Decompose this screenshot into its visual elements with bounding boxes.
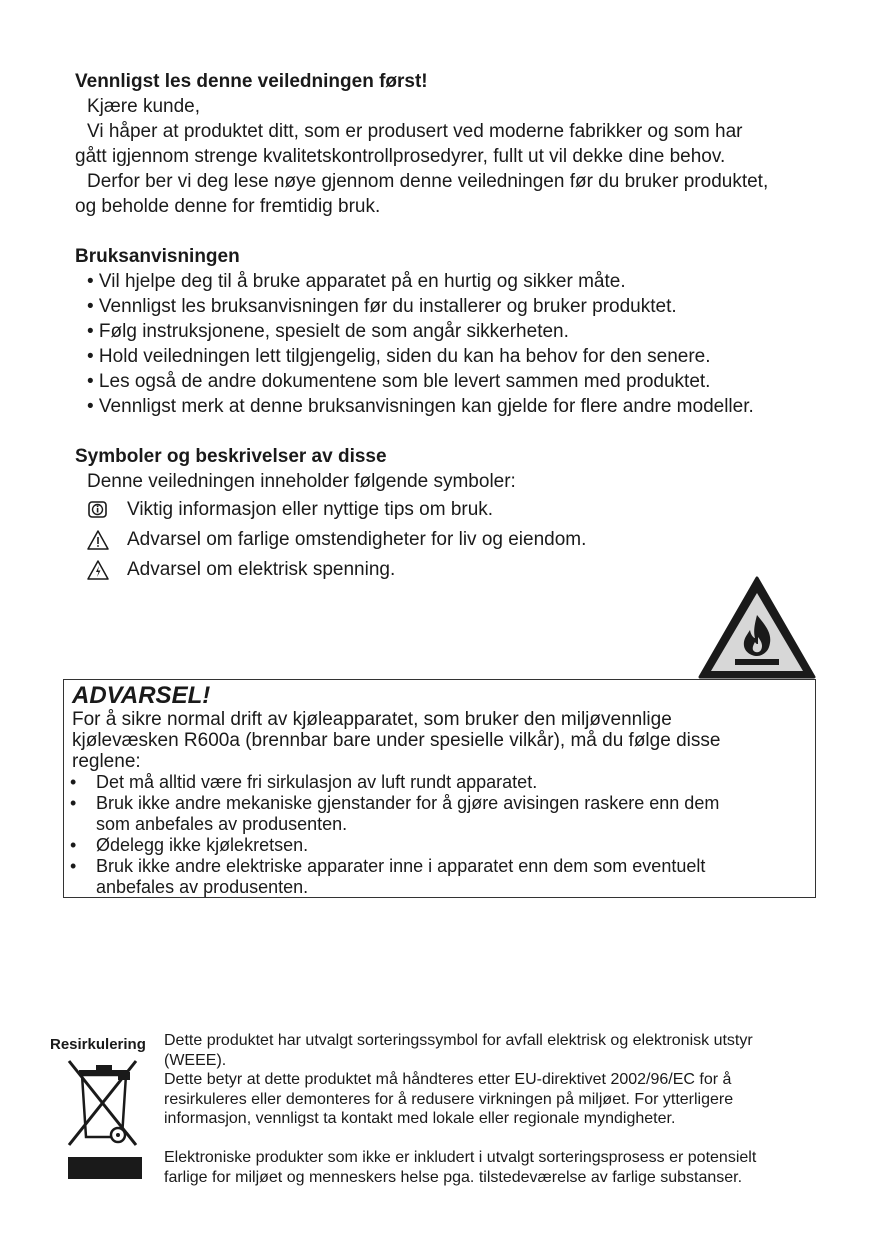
warning-item bbox=[68, 856, 808, 898]
warning-triangle-icon bbox=[87, 529, 109, 551]
symbol-row-electric bbox=[87, 557, 395, 583]
greeting: Kjære kunde, bbox=[87, 96, 201, 117]
manual-item: • Vil hjelpe deg til å bruke apparatet på en hurtig og sikker måte. bbox=[87, 271, 626, 292]
info-icon bbox=[87, 499, 109, 521]
electric-warning-icon bbox=[87, 559, 109, 581]
recycling-line: Dette produktet har utvalgt sorteringssymbol for avfall elektrisk og elektronisk utstyr bbox=[164, 1032, 753, 1049]
warning-intro-line: For å sikre normal drift av kjøleapparatet, som bruker den miljøvennlige bbox=[72, 709, 672, 730]
intro-para1-line1: Vi håper at produktet ditt, som er produsert ved moderne fabrikker og som har bbox=[87, 121, 743, 142]
recycling-line: resirkuleres eller demonteres for å redusere virkningen på miljøet. For ytterligere bbox=[164, 1090, 734, 1108]
intro-para2-line2: og beholde denne for fremtidig bruk. bbox=[75, 196, 381, 217]
warning-intro bbox=[72, 709, 772, 772]
bullet: • bbox=[70, 856, 77, 876]
manual-item: • Vennligst les bruksanvisningen før du installerer og bruker produktet. bbox=[87, 296, 677, 317]
recycling-line: (WEEE). bbox=[164, 1051, 227, 1069]
warning-item bbox=[68, 835, 808, 856]
recycling-spacer bbox=[164, 1129, 832, 1149]
symbol-text-warning: Advarsel om farlige omstendigheter for liv og eiendom. bbox=[127, 529, 587, 550]
intro-para2-line1: Derfor ber vi deg lese nøye gjennom denne veiledningen før du bruker produktet, bbox=[87, 171, 769, 192]
warning-item-line: Bruk ikke andre mekaniske gjenstander for å gjøre avisingen raskere enn dem bbox=[96, 793, 720, 813]
manual-item: • Hold veiledningen lett tilgjengelig, siden du kan ha behov for den senere. bbox=[87, 346, 711, 367]
warning-list bbox=[68, 772, 808, 898]
symbol-row-warning bbox=[87, 527, 586, 553]
manual-item: • Følg instruksjonene, spesielt de som angår sikkerheten. bbox=[87, 321, 569, 342]
flammable-warning-icon bbox=[697, 575, 817, 679]
warning-box bbox=[63, 679, 816, 898]
symbol-row-info bbox=[87, 497, 493, 523]
symbol-text-info: Viktig informasjon eller nyttige tips om bruk. bbox=[127, 499, 494, 520]
warning-item bbox=[68, 793, 808, 835]
manual-item: • Vennligst merk at denne bruksanvisningen kan gjelde for flere andre modeller. bbox=[87, 396, 754, 417]
symbols-title: Symboler og beskrivelser av disse bbox=[75, 446, 387, 467]
recycling-line: Dette betyr at dette produktet må håndteres etter EU-direktivet 2002/96/EC for å bbox=[164, 1071, 732, 1088]
bullet: • bbox=[70, 793, 77, 813]
bullet: • bbox=[70, 772, 77, 792]
bullet: • bbox=[70, 835, 77, 855]
manual-section bbox=[75, 244, 815, 419]
manual-title: Bruksanvisningen bbox=[75, 246, 240, 267]
symbols-section bbox=[75, 444, 815, 494]
recycling-label: Resirkulering bbox=[50, 1036, 146, 1053]
intro-para1-line2: gått igjennom strenge kvalitetskontrollprosedyrer, fullt ut vil dekke dine behov. bbox=[75, 146, 726, 167]
warning-title: ADVARSEL! bbox=[72, 682, 211, 709]
recycling-line: farlige for miljøet og menneskers helse pga. tilstedeværelse av farlige substanser. bbox=[164, 1168, 743, 1186]
symbols-intro: Denne veiledningen inneholder følgende symboler: bbox=[87, 471, 516, 492]
intro-title: Vennligst les denne veiledningen først! bbox=[75, 71, 428, 92]
symbol-text-electric: Advarsel om elektrisk spenning. bbox=[127, 559, 396, 580]
recycling-text bbox=[164, 1031, 832, 1187]
warning-intro-line: reglene: bbox=[72, 751, 141, 772]
warning-item-line: Ødelegg ikke kjølekretsen. bbox=[96, 835, 309, 855]
weee-bin-icon bbox=[66, 1055, 142, 1181]
recycling-line: Elektroniske produkter som ikke er inkludert i utvalgt sorteringsprosess er potensielt bbox=[164, 1149, 757, 1166]
manual-item: • Les også de andre dokumentene som ble levert sammen med produktet. bbox=[87, 371, 711, 392]
warning-item-line: anbefales av produsenten. bbox=[96, 877, 309, 897]
recycling-line: informasjon, vennligst ta kontakt med lokale eller regionale myndigheter. bbox=[164, 1110, 676, 1127]
warning-item bbox=[68, 772, 808, 793]
warning-item-line: som anbefales av produsenten. bbox=[96, 814, 348, 834]
intro-section bbox=[75, 69, 815, 219]
warning-item-line: Det må alltid være fri sirkulasjon av luft rundt apparatet. bbox=[96, 772, 538, 792]
warning-item-line: Bruk ikke andre elektriske apparater inne i apparatet enn dem som eventuelt bbox=[96, 856, 706, 876]
warning-intro-line: kjølevæsken R600a (brennbar bare under spesielle vilkår), må du følge disse bbox=[72, 730, 721, 751]
